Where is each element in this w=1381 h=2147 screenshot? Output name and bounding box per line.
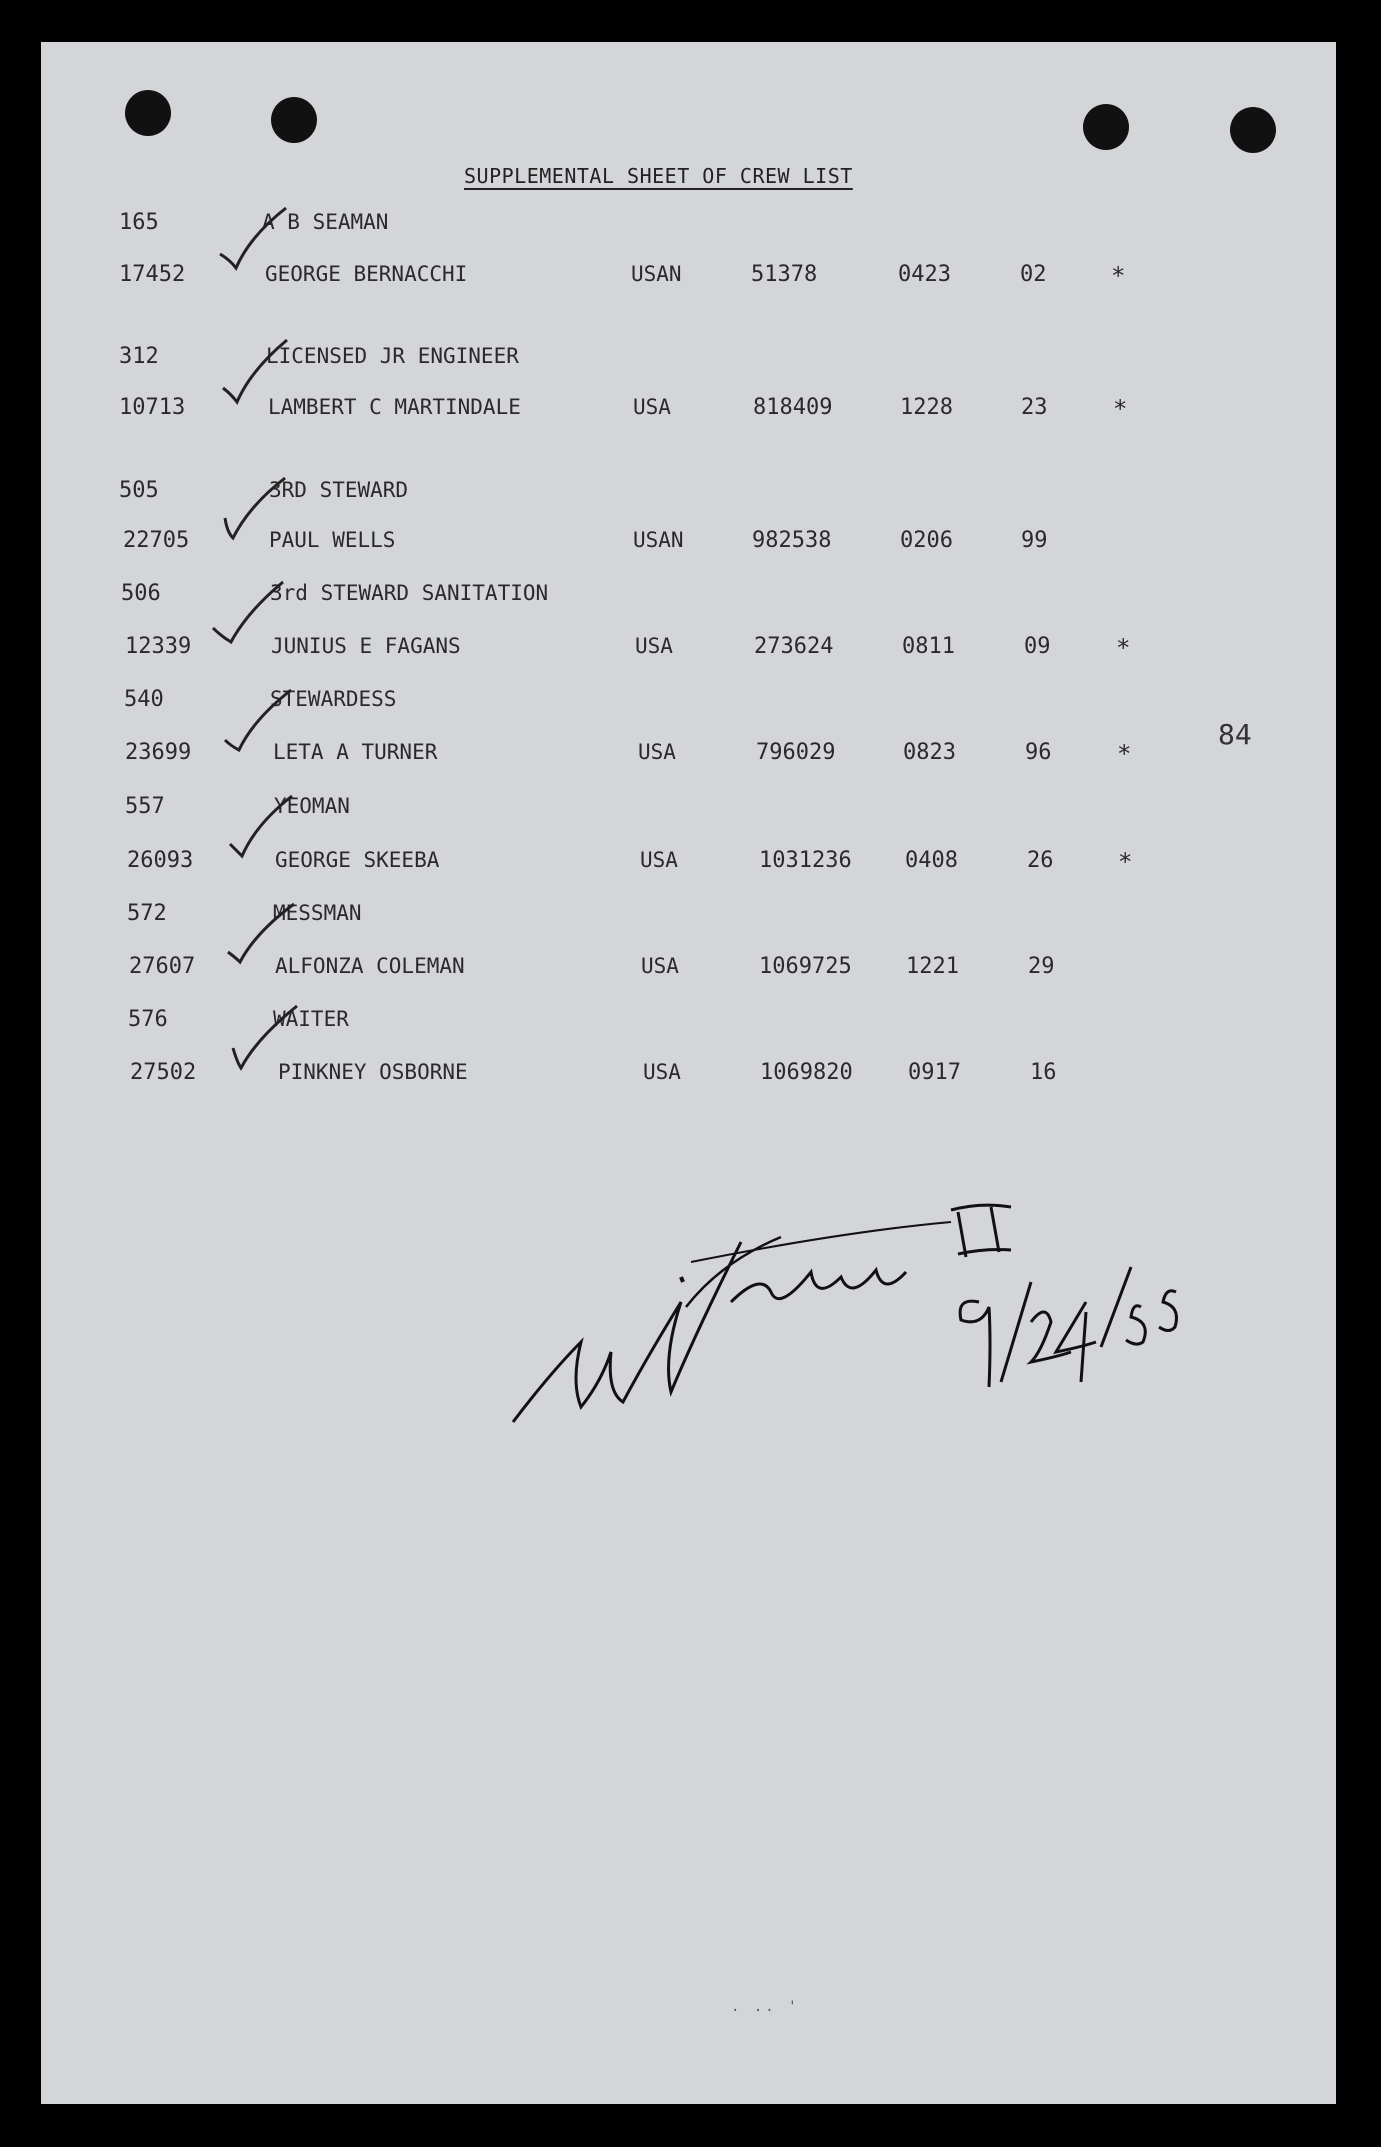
document-page: [41, 42, 1336, 2104]
code: 23: [1021, 395, 1048, 420]
date-code: 0823: [903, 740, 956, 765]
certificate-number: 51378: [751, 262, 818, 287]
asterisk-mark: *: [1113, 395, 1128, 423]
punch-hole: [1083, 104, 1129, 150]
position-title: 3rd STEWARD SANITATION: [270, 581, 549, 605]
crew-id: 17452: [119, 262, 186, 287]
checkmark-icon: [219, 472, 299, 542]
certificate-number: 273624: [754, 634, 834, 659]
punch-hole: [271, 97, 317, 143]
asterisk-mark: *: [1116, 634, 1131, 662]
page-number: 84: [1218, 718, 1252, 751]
date-code: 0811: [902, 634, 955, 659]
crew-name: LETA A TURNER: [273, 740, 438, 764]
certificate-number: 1069820: [760, 1060, 853, 1085]
punch-hole: [1230, 107, 1276, 153]
sequence-number: 165: [119, 210, 159, 235]
crew-name: JUNIUS E FAGANS: [271, 634, 461, 658]
position-title: MESSMAN: [273, 901, 362, 925]
date-code: 0917: [908, 1060, 961, 1085]
checkmark-icon: [226, 790, 306, 860]
crew-name: GEORGE SKEEBA: [275, 848, 440, 872]
code: 96: [1025, 740, 1052, 765]
crew-name: GEORGE BERNACCHI: [265, 262, 468, 286]
punch-hole: [125, 90, 171, 136]
position-title: YEOMAN: [274, 794, 350, 818]
position-title: STEWARDESS: [270, 687, 397, 711]
document-title: SUPPLEMENTAL SHEET OF CREW LIST: [464, 164, 853, 188]
crew-name: PAUL WELLS: [269, 528, 396, 552]
crew-name: PINKNEY OSBORNE: [278, 1060, 468, 1084]
sequence-number: 572: [127, 901, 167, 926]
certificate-number: 1069725: [759, 954, 852, 979]
checkmark-icon: [216, 202, 296, 272]
crew-name: LAMBERT C MARTINDALE: [268, 395, 521, 419]
code: 26: [1027, 848, 1054, 873]
sequence-number: 557: [125, 794, 165, 819]
checkmark-icon: [219, 336, 299, 406]
code: 02: [1020, 262, 1047, 287]
certificate-number: 818409: [753, 395, 833, 420]
code: 99: [1021, 528, 1048, 553]
position-title: LICENSED JR ENGINEER: [266, 344, 519, 368]
code: 29: [1028, 954, 1055, 979]
handwritten-signature: [511, 1152, 1231, 1442]
sequence-number: 505: [119, 478, 159, 503]
position-title: 3RD STEWARD: [269, 478, 409, 502]
code: 16: [1030, 1060, 1057, 1085]
crew-id: 26093: [127, 848, 194, 873]
date-code: 0206: [900, 528, 953, 553]
certificate-number: 796029: [756, 740, 836, 765]
position-title: WAITER: [273, 1007, 349, 1031]
date-code: 1228: [900, 395, 953, 420]
crew-name: ALFONZA COLEMAN: [275, 954, 465, 978]
nationality: USAN: [633, 528, 684, 552]
date-code: 0408: [905, 848, 958, 873]
asterisk-mark: *: [1111, 262, 1126, 290]
checkmark-icon: [209, 578, 289, 648]
sequence-number: 312: [119, 344, 159, 369]
nationality: USA: [633, 395, 671, 419]
asterisk-mark: *: [1117, 740, 1132, 768]
certificate-number: 1031236: [759, 848, 852, 873]
sequence-number: 506: [121, 581, 161, 606]
sequence-number: 576: [128, 1007, 168, 1032]
crew-id: 27502: [130, 1060, 197, 1085]
code: 09: [1024, 634, 1051, 659]
date-code: 1221: [906, 954, 959, 979]
asterisk-mark: *: [1118, 848, 1133, 876]
checkmark-icon: [227, 1002, 307, 1072]
nationality: USA: [641, 954, 679, 978]
crew-id: 10713: [119, 395, 186, 420]
position-title: A B SEAMAN: [262, 210, 389, 234]
checkmark-icon: [226, 898, 306, 968]
nationality: USA: [643, 1060, 681, 1084]
crew-id: 12339: [125, 634, 192, 659]
nationality: USA: [638, 740, 676, 764]
nationality: USAN: [631, 262, 682, 286]
nationality: USA: [635, 634, 673, 658]
certificate-number: 982538: [752, 528, 832, 553]
crew-id: 23699: [125, 740, 192, 765]
nationality: USA: [640, 848, 678, 872]
sequence-number: 540: [124, 687, 164, 712]
checkmark-icon: [221, 686, 301, 756]
date-code: 0423: [898, 262, 951, 287]
crew-id: 27607: [129, 954, 196, 979]
footer-marks: . .. ': [731, 1999, 800, 2015]
crew-id: 22705: [123, 528, 190, 553]
